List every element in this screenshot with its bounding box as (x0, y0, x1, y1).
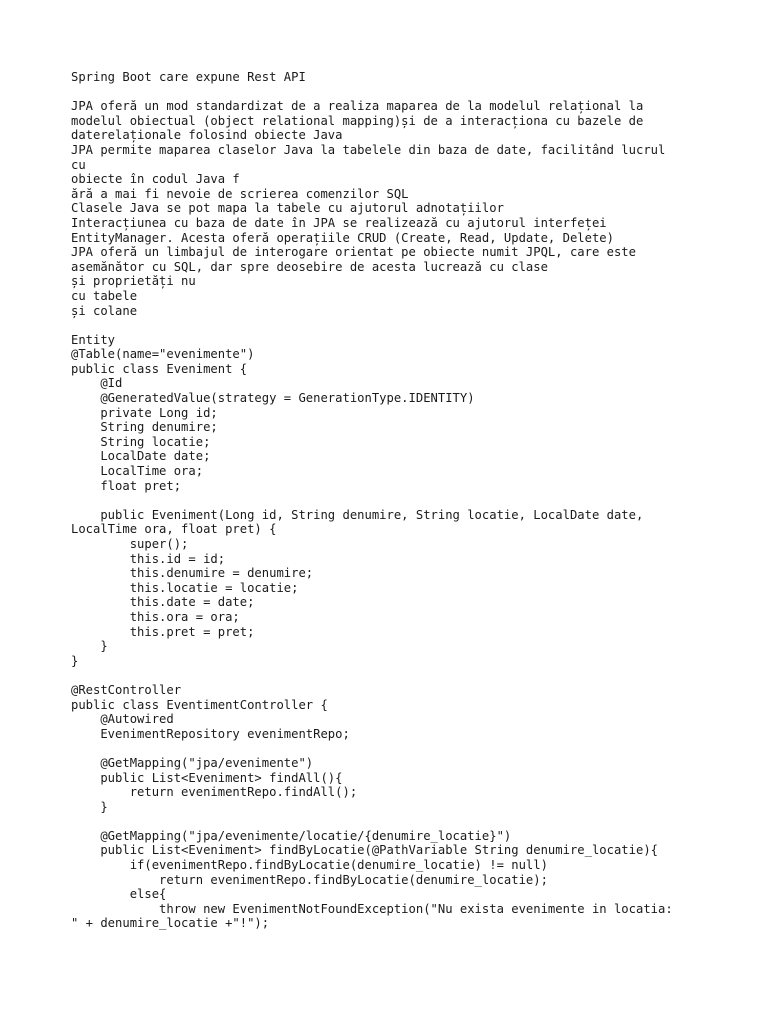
document-line: public class Eveniment { (71, 361, 248, 376)
document-line: public List<Eveniment> findByLocatie(@PathVariable String denumire_locatie){ (71, 843, 658, 858)
document-line: cu tabele (71, 288, 138, 303)
document-line: @Id (71, 376, 123, 391)
document-line: @GeneratedValue(strategy = GenerationType.IDENTITY) (71, 391, 475, 406)
document-line: JPA oferă un mod standardizat de a realiza maparea de la modelul relațional la (71, 99, 644, 114)
document-line: JPA oferă un limbajul de interogare orientat pe obiecte numit JPQL, care este (71, 245, 636, 260)
document-line: this.ora = ora; (71, 609, 240, 624)
document-line: } (71, 639, 108, 654)
document-line: LocalDate date; (71, 449, 211, 464)
document-line: } (71, 653, 79, 668)
document-line (71, 668, 751, 683)
document-line: this.locatie = locatie; (71, 580, 299, 595)
document-line: if(evenimentRepo.findByLocatie(denumire_locatie) != null) (71, 858, 548, 873)
document-line: Interacțiunea cu baza de date în JPA se realizează cu ajutorul interfeței (71, 215, 607, 230)
document-line: super(); (71, 537, 189, 551)
document-line: @Table(name="evenimente") (71, 347, 255, 362)
document-line: EntityManager. Acesta oferă operațiile CRUD (Create, Read, Update, Delete) (71, 230, 614, 245)
document-line: else{ (71, 887, 167, 902)
document-line (71, 85, 751, 100)
document-line (71, 814, 751, 829)
document-line: cu (71, 157, 86, 172)
document-line: @Autowired (71, 712, 174, 727)
document-line: @GetMapping("jpa/evenimente/locatie/{denumire_locatie}") (71, 828, 512, 843)
document-line: float pret; (71, 478, 182, 493)
document-line: modelul obiectual (object relational mapping)și de a interacționa cu bazele de (71, 113, 644, 128)
document-line: ără a mai fi nevoie de scrierea comenzilor SQL (71, 186, 409, 201)
document-line: this.id = id; (71, 551, 226, 566)
document-line: și proprietăți nu (71, 274, 196, 289)
document-line: private Long id; (71, 405, 218, 420)
document-line: this.denumire = denumire; (71, 566, 314, 581)
document-line: public List<Eveniment> findAll(){ (71, 770, 343, 785)
document-line: public Eveniment(Long id, String denumire, String locatie, LocalDate date, (71, 507, 644, 522)
document-line: String denumire; (71, 420, 218, 435)
document-line: LocalTime ora, float pret) { (71, 522, 277, 537)
document-line: Spring Boot care expune Rest API (71, 70, 306, 84)
document-line: asemănător cu SQL, dar spre deosebire de acesta lucrează cu clase (71, 259, 548, 274)
document-line: } (71, 799, 108, 814)
document-line: daterelaționale folosind obiecte Java (71, 128, 343, 143)
document-line (71, 493, 751, 508)
document-line: obiecte în codul Java f (71, 172, 240, 187)
document-line: return evenimentRepo.findByLocatie(denumire_locatie); (71, 872, 548, 887)
document-line: Clasele Java se pot mapa la tabele cu ajutorul adnotațiilor (71, 201, 504, 216)
document-line: " + denumire_locatie +"!"); (71, 916, 270, 931)
document-line: și colane (71, 303, 138, 318)
document-line: LocalTime ora; (71, 464, 204, 479)
document-line: return evenimentRepo.findAll(); (71, 785, 358, 800)
document-body (71, 70, 751, 931)
document-line: throw new EvenimentNotFoundException("Nu exista evenimente in locatia: (71, 901, 673, 916)
document-line (71, 741, 751, 756)
document-line: @GetMapping("jpa/evenimente") (71, 755, 314, 770)
document-line: Entity (71, 332, 116, 347)
document-line: public class EventimentController { (71, 697, 328, 712)
document-line: String locatie; (71, 434, 211, 449)
document-line: JPA permite maparea claselor Java la tabelele din baza de date, facilitând lucrul (71, 142, 666, 157)
document-line: this.date = date; (71, 595, 255, 610)
document-line: this.pret = pret; (71, 624, 255, 639)
document-line: @RestController (71, 682, 182, 697)
document-line (71, 318, 751, 333)
document-line: EvenimentRepository evenimentRepo; (71, 726, 350, 741)
